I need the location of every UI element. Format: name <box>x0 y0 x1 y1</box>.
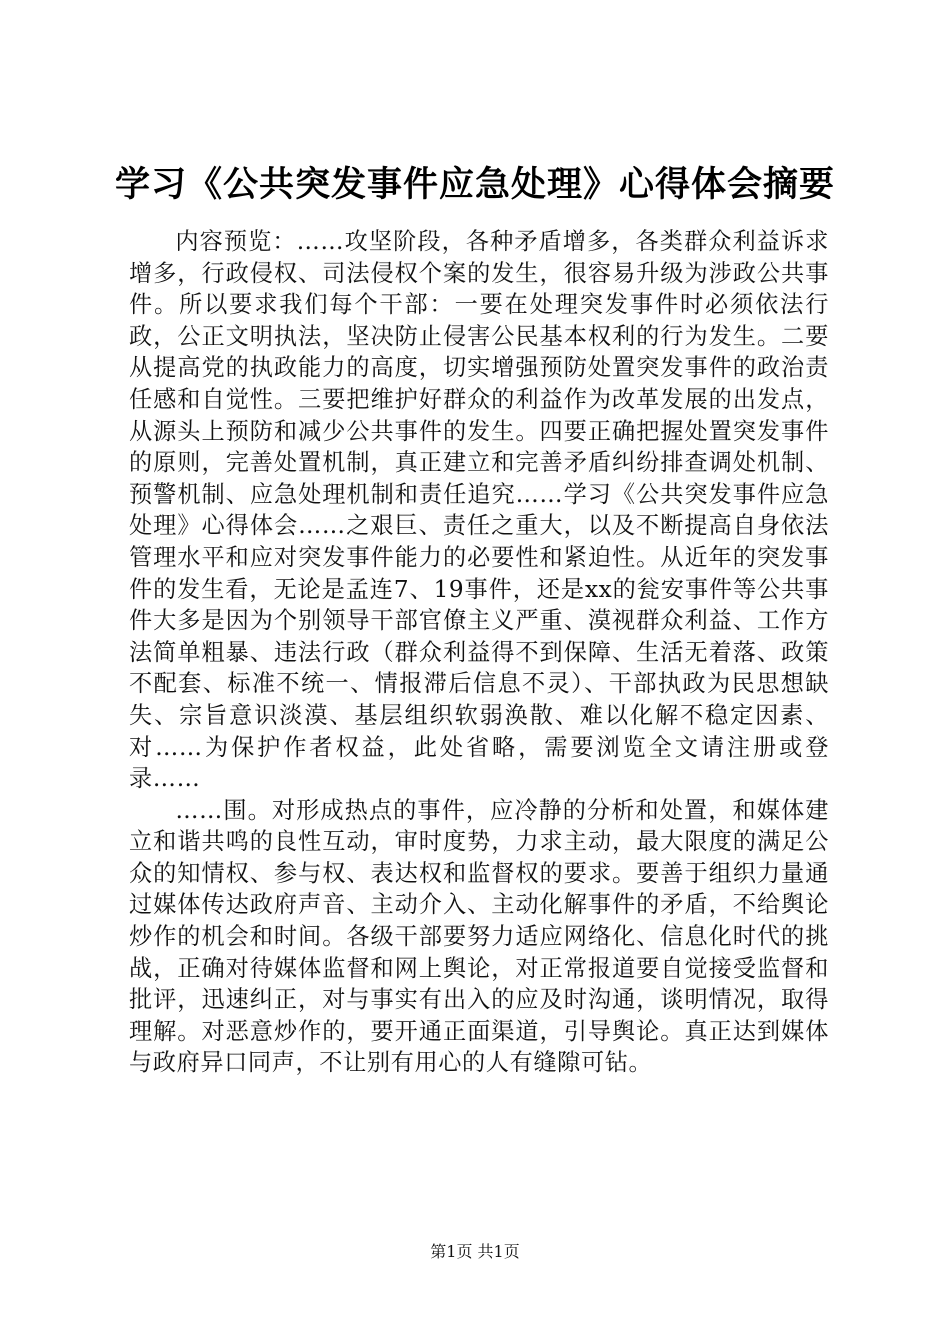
document-title: 学习《公共突发事件应急处理》心得体会摘要 <box>114 165 835 205</box>
document-body <box>129 226 829 1079</box>
body-paragraph-2: ……围。对形成热点的事件，应冷静的分析和处置，和媒体建立和谐共鸣的良性互动，审时度势，力求主动，最大限度的满足公众的知情权、参与权、表达权和监督权的要求。要善于组织力量通过媒体传达政府声音、主动介入、主动化解事件的矛盾，不给舆论炒作的机会和时间。各级干部要努力适应网络化、信息化时代的挑战，正确对待媒体监督和网上舆论，对正常报道要自觉接受监督和批评，迅速纠正，对与事实有出入的应及时沟通，谈明情况，取得理解。对恶意炒作的，要开通正面渠道，引导舆论。真正达到媒体与政府异口同声，不让别有用心的人有缝隙可钻。 <box>129 796 829 1077</box>
body-paragraph-1: 内容预览：……攻坚阶段，各种矛盾增多，各类群众利益诉求增多，行政侵权、司法侵权个案的发生，很容易升级为涉政公共事件。所以要求我们每个干部：一要在处理突发事件时必须依法行政，公正文明执法，坚决防止侵害公民基本权利的行为发生。二要从提高党的执政能力的高度，切实增强预防处置突发事件的政治责任感和自觉性。三要把维护好群众的利益作为改革发展的出发点，从源头上预防和减少公共事件的发生。四要正确把握处置突发事件的原则，完善处置机制，真正建立和完善矛盾纠纷排查调处机制、预警机制、应急处理机制和责任追究……学习《公共突发事件应急处理》心得体会……之艰巨、责任之重大，以及不断提高自身依法管理水平和应对突发事件能力的必要性和紧迫性。从近年的突发事件的发生看，无论是孟连7、19事件，还是xx的瓮安事件等公共事件大多是因为个别领导干部官僚主义严重、漠视群众利益、工作方法简单粗暴、违法行政（群众利益得不到保障、生活无着落、政策不配套、标准不统一、情报滞后信息不灵）、干部执政为民思想缺失、宗旨意识淡漠、基层组织软弱涣散、难以化解不稳定因素、对……为保护作者权益，此处省略，需要浏览全文请注册或登录…… <box>129 228 829 793</box>
page-footer: 第1页 共1页 <box>430 1242 520 1261</box>
